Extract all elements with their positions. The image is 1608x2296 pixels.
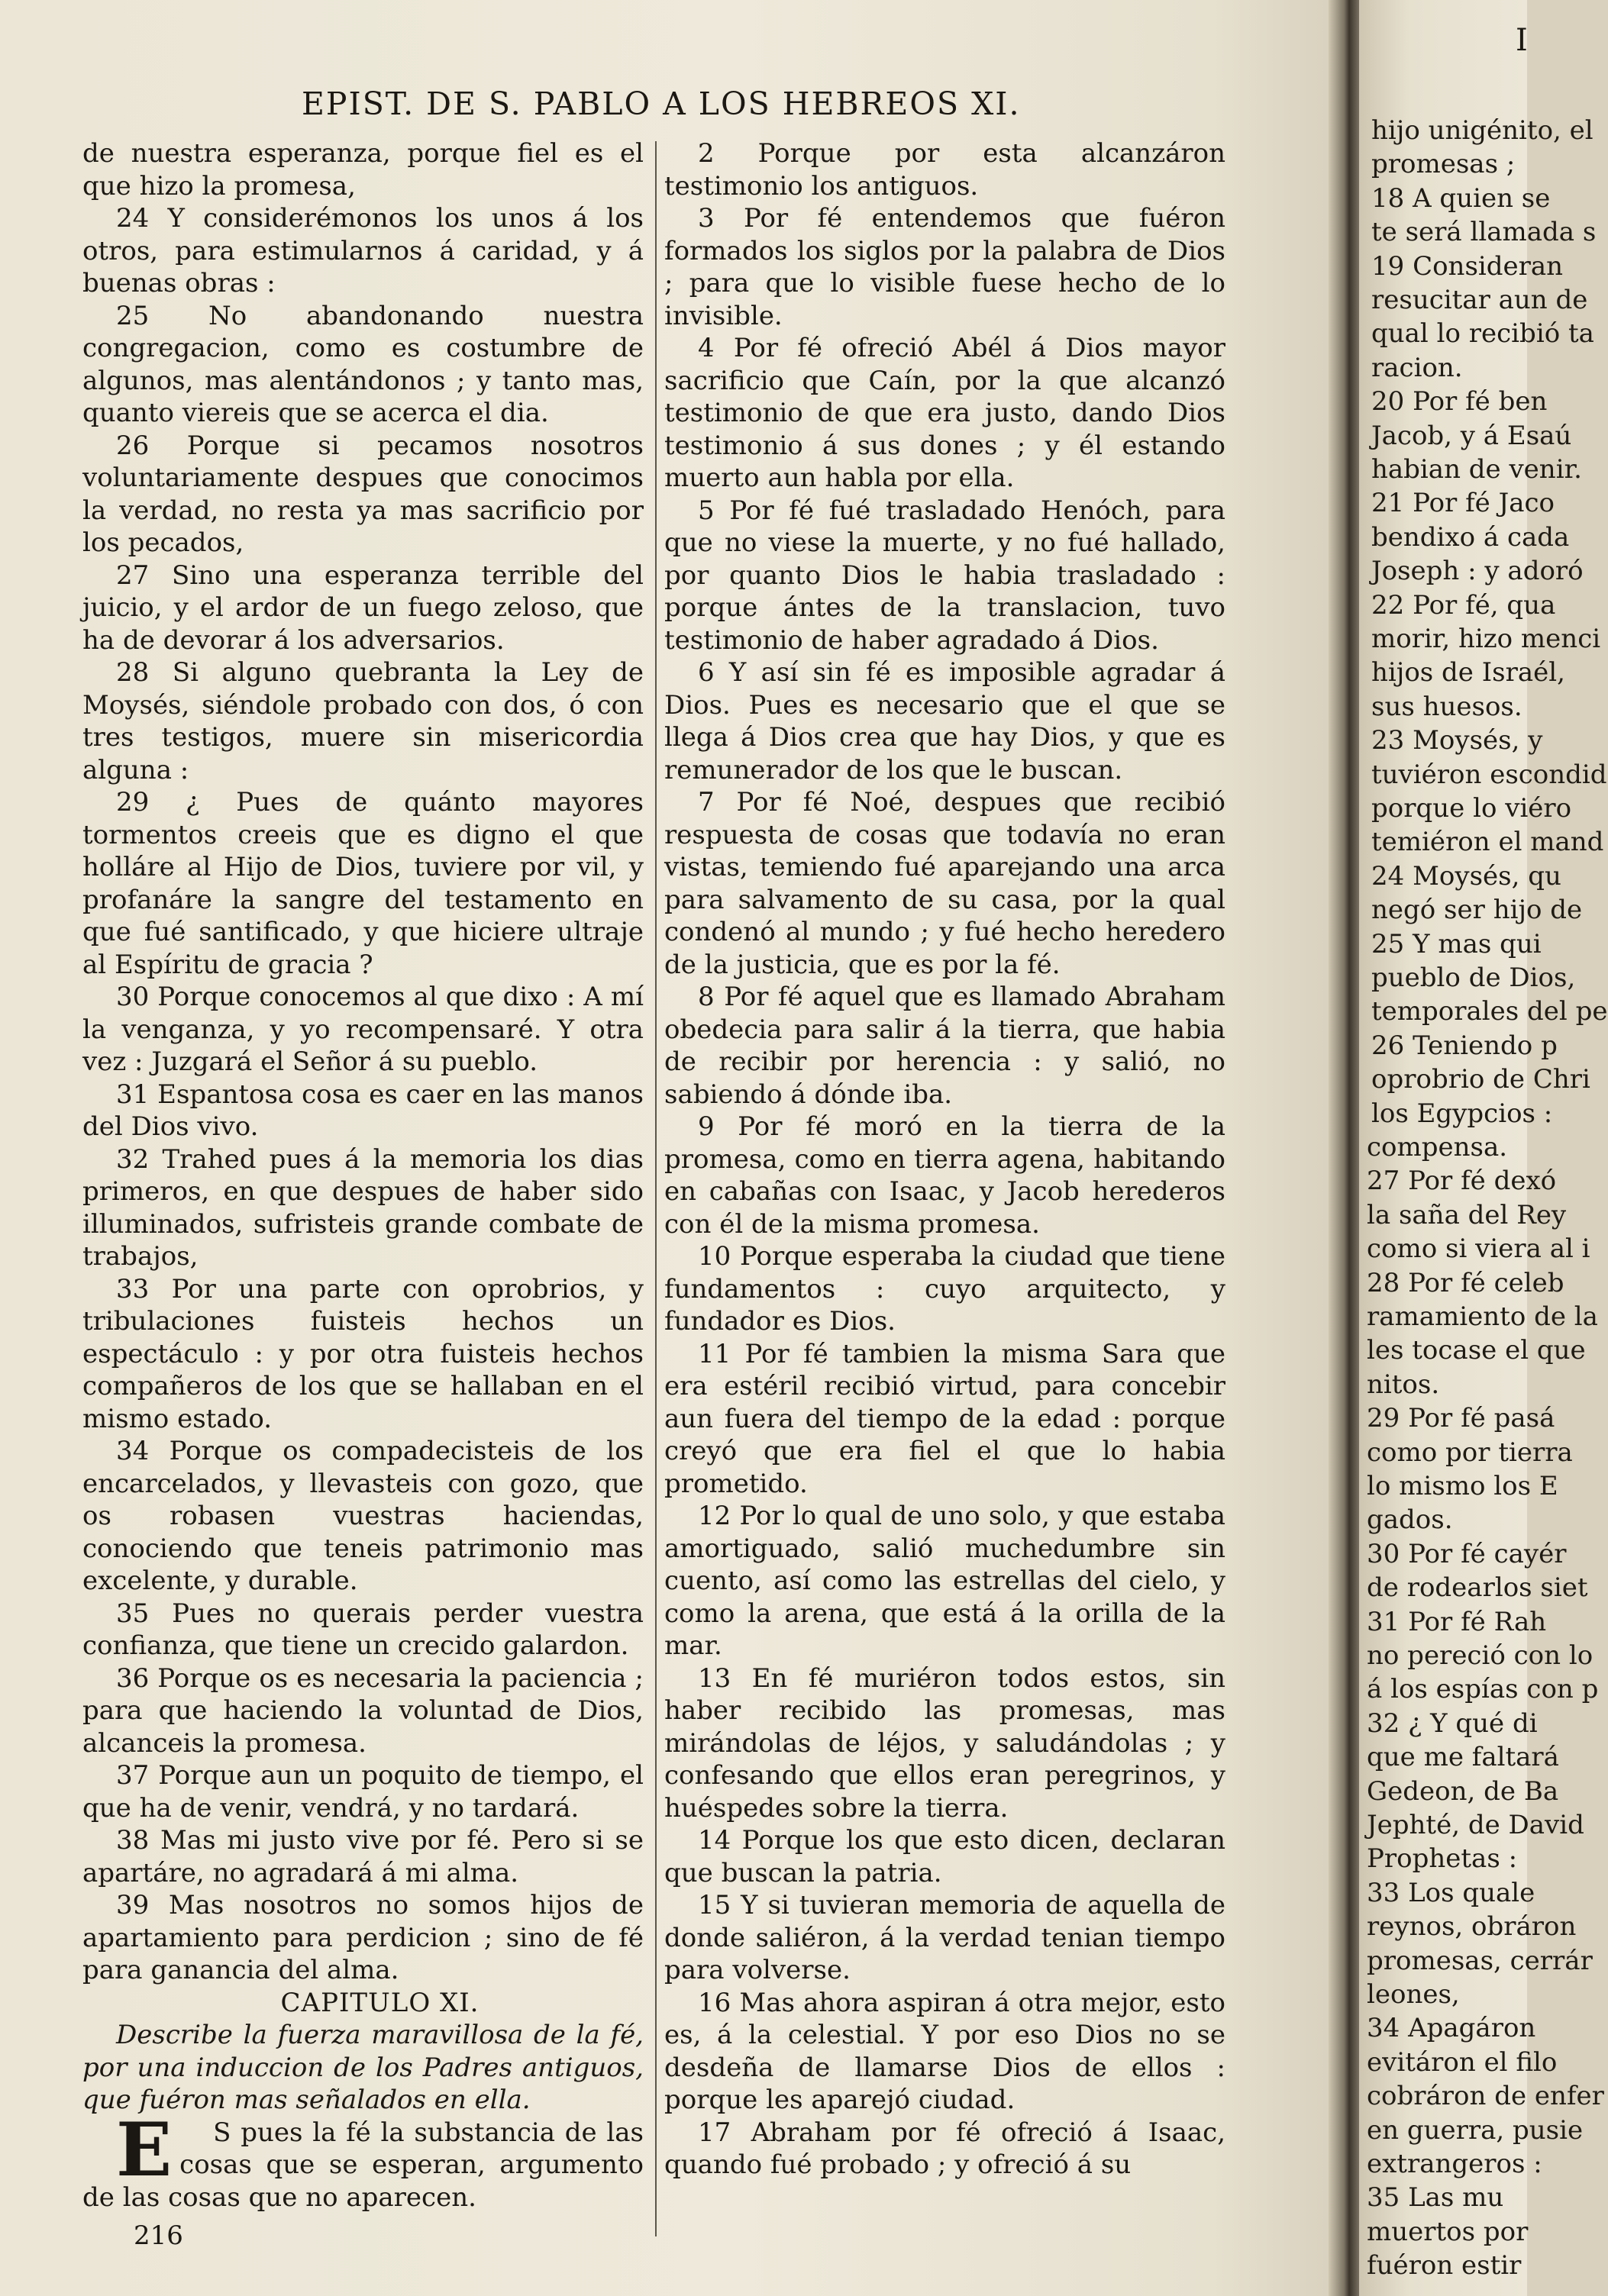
facing-page-line: pueblo de Dios,	[1371, 963, 1576, 993]
facing-page-line: como por tierra	[1367, 1437, 1573, 1468]
verse: 32 Trahed pues á la memoria los dias primeros, en que despues de haber sido illuminados, sufristeis grande combate de trabajos,	[82, 1143, 644, 1272]
facing-page-line: Jacob, y á Esaú	[1371, 420, 1572, 451]
facing-page-line: promesas ;	[1371, 149, 1516, 180]
book-gutter	[1329, 0, 1363, 2296]
facing-page-line: 26 Teniendo p	[1371, 1030, 1558, 1061]
facing-page-line: los Egypcios :	[1371, 1098, 1553, 1129]
verse: 2 Porque por esta alcanzáron testimonio los antiguos.	[664, 138, 1225, 202]
drop-cap: E	[116, 2106, 173, 2193]
facing-page-line: extrangeros :	[1367, 2149, 1542, 2179]
page-number: 216	[134, 2220, 183, 2251]
verse: 11 Por fé tambien la misma Sara que era estéril recibió virtud, para concebir aun fuera del tiempo de la edad : porque creyó que era fiel el que lo habia prometido.	[664, 1338, 1225, 1499]
verse: 27 Sino una esperanza terrible del juicio, y el ardor de un fuego zeloso, que ha de devorar á los adversarios.	[82, 559, 644, 656]
facing-page-line: 25 Y mas qui	[1371, 928, 1542, 959]
facing-page-line: 18 A quien se	[1371, 182, 1551, 214]
verse: 33 Por una parte con oprobrios, y tribulaciones fuisteis hechos un espectáculo : y por otra fuisteis hechos compañeros de los que se hallaban en el mismo estado.	[82, 1273, 644, 1434]
verse: 16 Mas ahora aspiran á otra mejor, esto es, á la celestial. Y por eso Dios no se desdeña de llamarse Dios de ellos : porque les aparejó ciudad.	[664, 1987, 1225, 2115]
verse: 14 Porque los que esto dicen, declaran que buscan la patria.	[664, 1825, 1225, 1888]
facing-page-line: promesas, cerrár	[1367, 1945, 1593, 1976]
column-divider	[655, 141, 657, 2236]
facing-page-line: sus huesos.	[1371, 691, 1522, 722]
verse: 30 Porque conocemos al que dixo : A mí la venganza, y yo recompensaré. Y otra vez : Juzgará el Señor á su pueblo.	[82, 982, 644, 1077]
facing-page-line: hijo unigénito, el	[1371, 115, 1593, 146]
facing-page-line: Joseph : y adoró	[1371, 556, 1584, 587]
facing-page-line: 29 Por fé pasá	[1367, 1403, 1555, 1434]
verse: 15 Y si tuvieran memoria de aquella de donde saliéron, á la verdad tenian tiempo para volverse.	[664, 1890, 1225, 1985]
verse: 31 Espantosa cosa es caer en las manos del Dios vivo.	[82, 1079, 644, 1142]
verse: 26 Porque si pecamos nosotros voluntariamente despues que conocimos la verdad, no resta ya mas sacrificio por los pecados,	[82, 430, 644, 558]
facing-page-header: I	[1516, 23, 1528, 58]
running-header: EPIST. DE S. PABLO A LOS HEBREOS XI.	[302, 85, 1021, 122]
facing-page-line: compensa.	[1367, 1132, 1508, 1163]
verse: 9 Por fé moró en la tierra de la promesa, como en tierra agena, habitando en cabañas con Isaac, y Jacob herederos con él de la misma promesa.	[664, 1111, 1225, 1240]
facing-page-line: 24 Moysés, qu	[1371, 860, 1561, 892]
facing-page-line: temporales del pe	[1371, 996, 1608, 1027]
facing-page-line: de rodearlos siet	[1367, 1572, 1588, 1604]
verse: 6 Y así sin fé es imposible agradar á Dios. Pues es necesario que el que se llega á Dios crea que hay Dios, y que es remunerador de los que le buscan.	[664, 657, 1225, 785]
facing-page-line: leones,	[1367, 1979, 1460, 2010]
facing-page-line: cobráron de enfer	[1367, 2081, 1604, 2112]
facing-page-line: morir, hizo menci	[1371, 624, 1601, 654]
verse: 4 Por fé ofreció Abél á Dios mayor sacrificio que Caín, por la que alcanzó testimonio de que era justo, dando Dios testimonio á sus dones ; y él estando muerto aun habla por ella.	[664, 333, 1225, 493]
facing-page-line: resucitar aun de	[1371, 285, 1588, 315]
facing-page-line: en guerra, pusie	[1367, 2114, 1584, 2146]
facing-page-line: porque lo viéro	[1371, 793, 1572, 824]
facing-page-line: 22 Por fé, qua	[1371, 589, 1556, 621]
facing-page-line: fuéron estir	[1367, 2250, 1522, 2281]
verse: 8 Por fé aquel que es llamado Abraham obedecia para salir á la tierra, que habia de recibir por herencia : y salió, no sabiendo á dónde iba.	[664, 982, 1225, 1110]
facing-page-line: lo mismo los E	[1367, 1471, 1558, 1501]
facing-page-line: no pereció con lo	[1367, 1640, 1593, 1671]
facing-page-line: nitos.	[1367, 1369, 1440, 1400]
facing-page-line: 33 Los quale	[1367, 1877, 1535, 1908]
verse: 34 Porque os compadecisteis de los encarcelados, y llevasteis con gozo, que os robasen vuestras haciendas, conociendo que teneis patrimonio mas excelente, y durable.	[82, 1436, 644, 1596]
verse: 7 Por fé Noé, despues que recibió respuesta de cosas que todavía no eran vistas, temiendo fué aparejando una arca para salvamento de su casa, por la qual condenó al mundo ; y fué hecho heredero de la justicia, que es por la fé.	[664, 787, 1225, 980]
facing-page-line: reynos, obráron	[1367, 1911, 1577, 1943]
facing-page-line: habian de venir.	[1371, 454, 1582, 485]
verse: 25 No abandonando nuestra congregacion, como es costumbre de algunos, mas alentándonos ; y tanto mas, quanto viereis que se acerca el dia.	[82, 300, 644, 428]
facing-page-line: ramamiento de la	[1367, 1301, 1598, 1332]
verse: 5 Por fé fué trasladado Henóch, para que no viese la muerte, y no fué hallado, por quanto Dios le habia trasladado : porque ántes de la translacion, tuvo testimonio de haber agradado á Dios.	[664, 495, 1225, 656]
facing-page-line: 21 Por fé Jaco	[1371, 488, 1555, 519]
facing-page-line: 30 Por fé cayér	[1367, 1538, 1567, 1569]
facing-page-line: Prophetas :	[1367, 1843, 1518, 1875]
facing-page-line: 23 Moysés, y	[1371, 725, 1543, 756]
facing-page-line: que me faltará	[1367, 1742, 1559, 1773]
facing-page-line: gados.	[1367, 1504, 1453, 1536]
verse: 28 Si alguno quebranta la Ley de Moysés, siéndole probado con dos, ó con tres testigos, muere sin misericordia alguna :	[82, 657, 644, 785]
facing-page-line: á los espías con p	[1367, 1674, 1599, 1705]
facing-page-line: evitáron el filo	[1367, 2046, 1558, 2078]
facing-page-line: 19 Consideran	[1371, 250, 1564, 282]
left-column	[82, 137, 644, 2214]
facing-page-line: 34 Apagáron	[1367, 2013, 1536, 2044]
verse: 17 Abraham por fé ofreció á Isaac, quando fué probado ; y ofreció á su	[664, 2117, 1225, 2180]
first-verse	[82, 2106, 644, 2214]
facing-page-line: 20 Por fé ben	[1371, 386, 1548, 418]
facing-page-line: racion.	[1371, 352, 1463, 383]
facing-page-line: negó ser hijo de	[1371, 895, 1583, 926]
facing-page-line: bendixo á cada	[1371, 521, 1570, 553]
facing-page	[1359, 0, 1608, 2296]
chapter-summary: Describe la fuerza maravillosa de la fé, por una induccion de los Padres antiguos, que fuéron mas señalados en ella.	[82, 2020, 644, 2115]
facing-page-line: 28 Por fé celeb	[1367, 1267, 1564, 1298]
verse: 10 Porque esperaba la ciudad que tiene fundamentos : cuyo arquitecto, y fundador es Dios.	[664, 1241, 1225, 1337]
verse: 35 Pues no querais perder vuestra confianza, que tiene un crecido galardon.	[82, 1598, 644, 1661]
verse: 37 Porque aun un poquito de tiempo, el que ha de venir, vendrá, y no tardará.	[82, 1760, 644, 1824]
facing-page-line: Jephté, de David	[1367, 1810, 1584, 1840]
facing-page-line: hijos de Israél,	[1371, 657, 1565, 688]
facing-page-line: te será llamada s	[1371, 217, 1597, 248]
facing-page-line: oprobrio de Chri	[1371, 1064, 1590, 1095]
verse: 36 Porque os es necesaria la paciencia ; para que haciendo la voluntad de Dios, alcanceis la promesa.	[82, 1662, 644, 1759]
verse: 13 En fé muriéron todos estos, sin haber recibido las promesas, mas mirándolas de léjos, y saludándolas ; y confesando que ellos eran peregrinos, y huéspedes sobre la tierra.	[664, 1662, 1225, 1824]
facing-page-line: muertos por	[1367, 2216, 1529, 2247]
facing-page-line: como si viera al i	[1367, 1233, 1590, 1265]
facing-page-line: 32 ¿ Y qué di	[1367, 1707, 1538, 1739]
verse: 12 Por lo qual de uno solo, y que estaba amortiguado, salió muchedumbre sin cuento, así como las estrellas del cielo, y como la arena, que está á la orilla de la mar.	[664, 1501, 1225, 1661]
verse: 38 Mas mi justo vive por fé. Pero si se apartáre, no agradará á mi alma.	[82, 1825, 644, 1888]
left-verses	[82, 137, 644, 1987]
first-verse-text: S pues la fé la substancia de las cosas que se esperan, argumento de las cosas que no aparecen.	[82, 2117, 644, 2213]
facing-page-line: qual lo recibió ta	[1371, 318, 1594, 350]
facing-page-line: la saña del Rey	[1367, 1199, 1567, 1230]
chapter-title: CAPITULO XI.	[280, 1987, 479, 2018]
verse: 3 Por fé entendemos que fuéron formados los siglos por la palabra de Dios ; para que lo visible fuese hecho de lo invisible.	[664, 203, 1225, 331]
facing-page-line: temiéron el mand	[1371, 827, 1604, 858]
facing-page-line: 27 Por fé dexó	[1367, 1166, 1557, 1197]
facing-page-line: 31 Por fé Rah	[1367, 1606, 1547, 1637]
facing-page-line: Gedeon, de Ba	[1367, 1775, 1559, 1807]
right-column	[664, 137, 1225, 2182]
facing-page-line: tuviéron escondid	[1371, 759, 1607, 790]
verse: de nuestra esperanza, porque fiel es el que hizo la promesa,	[82, 138, 644, 202]
verse: 29 ¿ Pues de quánto mayores tormentos creeis que es digno el que holláre al Hijo de Dios, tuviere por vil, y profanáre la sangre del testamento en que fué santificado, y que hiciere ultraje al Espíritu de gracia ?	[82, 787, 644, 980]
verse: 39 Mas nosotros no somos hijos de apartamiento para perdicion ; sino de fé para ganancia del alma.	[82, 1890, 644, 1985]
facing-page-line: les tocase el que	[1367, 1335, 1586, 1366]
facing-page-line: 35 Las mu	[1367, 2182, 1504, 2214]
verse: 24 Y considerémonos los unos á los otros, para estimularnos á caridad, y á buenas obras :	[82, 203, 644, 298]
